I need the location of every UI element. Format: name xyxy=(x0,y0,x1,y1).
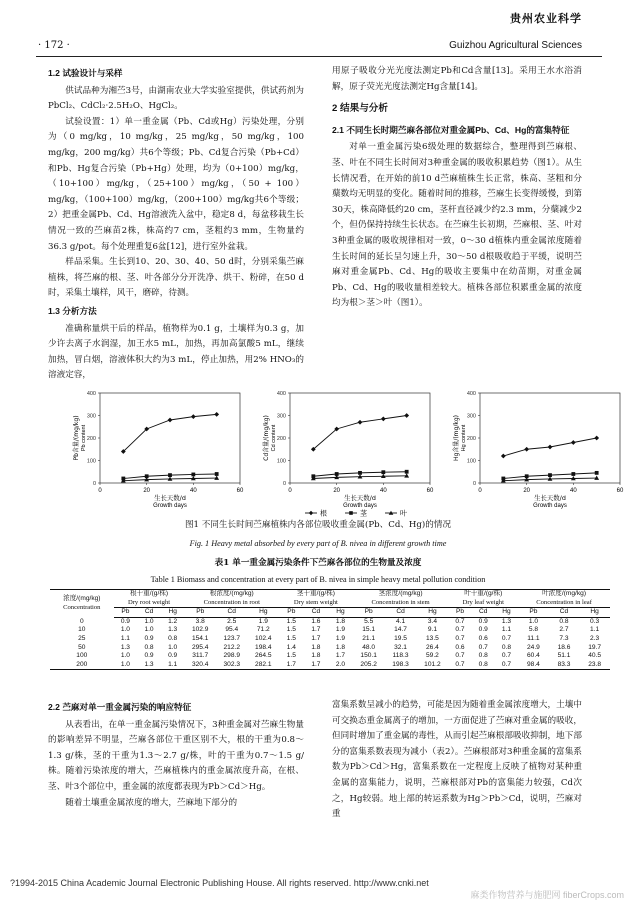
table-cell: 18.6 xyxy=(557,643,571,651)
table-cell: 1.5 xyxy=(286,634,296,642)
table-cell: 154.1 xyxy=(191,634,209,642)
y-tick-label: 400 xyxy=(276,391,286,397)
table-cell: 150.1 xyxy=(360,652,377,660)
table-header xyxy=(50,590,114,618)
header-rule xyxy=(36,56,602,57)
table-cell: 19.5 xyxy=(394,634,407,642)
x-axis-label-en: Growth days xyxy=(343,503,377,509)
table-cell: 0.8 xyxy=(472,661,495,670)
table-cell: 102.4 xyxy=(255,634,272,642)
table-cell: 0.3 xyxy=(590,617,600,625)
y-tick-label: 200 xyxy=(276,436,286,442)
header-en: Concentration in leaf xyxy=(536,598,592,606)
table-cell: 0 xyxy=(79,617,84,625)
y-axis-label: Cd含量/(mg/kg) xyxy=(263,415,270,461)
page-number: · 172 · xyxy=(38,40,70,51)
header-en: Concentration in root xyxy=(203,598,260,606)
table-cell: 1.3 xyxy=(137,661,161,670)
paragraph: 用原子吸收分光光度法测定Pb和Cd含量[13]。采用王水水浴消解，原子荧光光度法测定Hg含量[14]。 xyxy=(332,66,582,92)
paragraph: 随着土壤重金属浓度的增大，苎麻地下部分的 xyxy=(65,797,238,808)
data-point xyxy=(381,416,386,421)
table-cell: 1.8 xyxy=(335,617,346,625)
table-cell: 0.9 xyxy=(144,652,154,660)
table-subheader: Hg xyxy=(248,608,280,618)
table-cell: 1.0 xyxy=(120,626,130,634)
table-cell: 320.4 xyxy=(184,661,216,670)
data-point xyxy=(214,412,219,417)
table-cell: 1.3 xyxy=(120,643,130,651)
y-tick-label: 300 xyxy=(276,413,286,420)
table-cell: 0.7 xyxy=(455,652,465,660)
table-cell: 212.2 xyxy=(223,643,241,651)
table-row xyxy=(50,635,610,644)
table-subheader: Pb xyxy=(448,608,471,618)
table-subheader: Cd xyxy=(472,608,495,618)
section-heading: 1.2 试验设计与采样 xyxy=(48,68,123,78)
plot-frame xyxy=(290,393,430,483)
table-cell: 0.7 xyxy=(495,661,518,670)
y-axis-label: Hg含量/(mg/kg) xyxy=(453,415,460,461)
data-point xyxy=(191,414,196,419)
table-cell: 15.1 xyxy=(362,626,376,634)
figure-1 xyxy=(60,385,624,518)
table-cell: 1.1 xyxy=(501,626,512,634)
table-cell: 100 xyxy=(76,652,88,660)
x-tick-label: 60 xyxy=(426,488,434,494)
table-cell: 0.8 xyxy=(559,617,569,625)
table-1-grid xyxy=(50,589,610,670)
right-column xyxy=(332,64,582,312)
table-cell: 0.9 xyxy=(168,652,178,660)
table-cell: 5.5 xyxy=(364,617,374,625)
table-subheader: Cd xyxy=(385,608,417,618)
table-row xyxy=(50,626,610,635)
table-cell: 51.1 xyxy=(557,652,571,660)
table-cell: 1.0 xyxy=(120,652,130,660)
table-cell: 71.2 xyxy=(256,626,270,634)
x-axis-label-en: Growth days xyxy=(533,503,567,509)
data-point xyxy=(191,473,195,477)
x-tick-label: 20 xyxy=(143,488,151,494)
table-cell: 9.1 xyxy=(427,626,437,634)
table-cell: 1.3 xyxy=(501,617,512,625)
table-cell: 295.4 xyxy=(191,643,209,651)
table-cell: 1.1 xyxy=(590,626,600,634)
x-tick-label: 0 xyxy=(478,488,482,494)
table-header xyxy=(114,590,185,608)
data-point xyxy=(595,471,599,475)
section-heading: 2.2 苎麻对单一重金属污染的响应特征 xyxy=(48,702,192,712)
table-cell: 198.3 xyxy=(385,661,417,670)
bottom-left-column xyxy=(48,698,304,811)
table-cell: 1.7 xyxy=(311,626,321,634)
data-point xyxy=(548,445,553,450)
table-header xyxy=(353,590,449,608)
table-cell: 1.9 xyxy=(335,634,346,642)
table-cell: 50 xyxy=(78,643,86,651)
data-point xyxy=(524,447,529,452)
table-cell: 311.7 xyxy=(192,652,209,660)
table-cell: 1.1 xyxy=(161,661,185,670)
table-cell: 2.3 xyxy=(590,634,600,642)
table-cell: 1.8 xyxy=(311,643,321,651)
table-cell: 0.7 xyxy=(501,634,512,642)
table-cell: 11.1 xyxy=(527,634,540,642)
table-cell: 198.4 xyxy=(255,643,272,651)
table-cell: 19.7 xyxy=(588,643,602,651)
header-cn: 根干重/(g/株) xyxy=(129,590,169,597)
data-point xyxy=(501,454,506,459)
table-cell: 1.5 xyxy=(286,617,296,625)
table-cell: 32.1 xyxy=(394,643,407,651)
legend-label: 叶 xyxy=(400,509,407,518)
header-cn: 茎干重/(g/株) xyxy=(296,590,335,597)
data-point xyxy=(571,440,576,445)
paragraph: 富集系数呈减小的趋势，可能是因为随着重金属浓度增大，土壤中可交换态重金属离子的增加，一方面促进了苎麻对重金属的吸收，但同时增加了重金属的毒性，从而引起苎麻根部吸收抑制，地下部分的富集系数表现为减小（表2）。苎麻根部对3种重金属的富集系数为Pb＞Cd＞Hg，富集系数在一定程度上反映了植物对某种重金属的富集能力，说明，苎麻根部对Pb的富集能力较强，Cd次之，Hg较弱。地上部的转运系数为Hg＞Pb＞Cd，说明，苎麻对重 xyxy=(332,700,582,820)
y-tick-label: 400 xyxy=(466,391,476,397)
table-cell: 0.7 xyxy=(448,661,471,670)
data-point xyxy=(405,470,409,474)
table-cell: 0.7 xyxy=(478,643,488,651)
table-cell: 59.2 xyxy=(426,652,439,660)
table-cell: 0.9 xyxy=(478,617,488,625)
table-subheader: Hg xyxy=(416,608,448,618)
table-row xyxy=(50,644,610,653)
y-tick-label: 100 xyxy=(276,458,286,465)
data-point xyxy=(404,413,409,418)
paragraph: 准确称量烘干后的样品，植物样为0.1 g，土壤样为0.3 g，加少许去离子水润湿，加王水5 mL，加热，再加高氯酸5 mL，继续加热，冒白烟，溶液体积大约为3 mL，停止加热，用2% HNO₃的溶液定容， xyxy=(48,323,304,381)
table-cell: 1.7 xyxy=(279,661,304,670)
table-1-title-cn: 表1 单一重金属污染条件下苎麻各部位的生物量及浓度 xyxy=(214,558,422,568)
y-axis-label-en: Hg content xyxy=(461,424,467,452)
table-cell: 1.5 xyxy=(286,652,296,660)
header-en: Concentration xyxy=(63,603,101,611)
table-cell: 1.6 xyxy=(311,617,321,625)
journal-title-en: Guizhou Agricultural Sciences xyxy=(449,40,582,51)
table-cell: 1.0 xyxy=(144,626,154,634)
table-cell: 0.6 xyxy=(478,634,488,642)
table-cell: 26.4 xyxy=(426,643,439,651)
y-tick-label: 100 xyxy=(86,458,96,465)
y-tick-label: 0 xyxy=(92,481,96,487)
table-cell: 200 xyxy=(50,661,114,670)
table-cell: 0.7 xyxy=(455,634,465,642)
table-cell: 2.5 xyxy=(227,617,237,625)
table-subheader: Pb xyxy=(114,608,138,618)
section-heading: 2 结果与分析 xyxy=(332,103,388,115)
table-cell: 48.0 xyxy=(362,643,376,651)
table-cell: 98.4 xyxy=(518,661,549,670)
table-cell: 4.1 xyxy=(395,617,406,625)
table-cell: 1.7 xyxy=(335,652,346,660)
header-en: Dry stem weight xyxy=(293,598,338,606)
watermark: 麻类作物营养与施肥网 fiberCrops.com xyxy=(470,890,624,900)
table-subheader: Cd xyxy=(137,608,161,618)
y-tick-label: 200 xyxy=(86,436,96,442)
header-cn: 根浓度/(mg/kg) xyxy=(209,590,254,597)
table-cell: 13.5 xyxy=(426,634,439,642)
table-cell: 1.4 xyxy=(286,643,296,651)
table-cell: 23.8 xyxy=(579,661,610,670)
x-tick-label: 20 xyxy=(523,488,531,494)
plot-frame xyxy=(100,393,240,483)
table-header xyxy=(518,590,610,608)
y-tick-label: 300 xyxy=(86,413,96,420)
table-subheader: Pb xyxy=(518,608,549,618)
table-cell: 0.9 xyxy=(478,626,488,634)
legend-marker xyxy=(309,511,313,515)
table-row xyxy=(50,661,610,670)
table-cell: 1.7 xyxy=(311,634,321,642)
x-tick-label: 0 xyxy=(288,488,292,494)
table-cell: 21.1 xyxy=(362,634,376,642)
table-cell: 40.5 xyxy=(588,652,602,660)
table-cell: 0.7 xyxy=(501,652,512,660)
data-point xyxy=(381,470,385,474)
table-cell: 1.1 xyxy=(120,634,130,642)
table-subheader: Pb xyxy=(279,608,304,618)
journal-title-cn: 贵州农业科学 xyxy=(510,12,582,25)
table-cell: 0.8 xyxy=(144,643,154,651)
legend-label: 茎 xyxy=(360,509,367,518)
x-axis-label-en: Growth days xyxy=(153,503,187,509)
table-cell: 0.9 xyxy=(144,634,154,642)
table-subheader: Cd xyxy=(216,608,248,618)
y-tick-label: 200 xyxy=(466,436,476,442)
x-tick-label: 0 xyxy=(98,488,102,494)
table-cell: 118.3 xyxy=(392,652,409,660)
table-cell: 1.2 xyxy=(168,617,178,625)
header-en: Concentration in stem xyxy=(371,598,430,606)
figure-1-svg xyxy=(60,385,624,518)
table-cell: 0.8 xyxy=(168,634,178,642)
table-cell: 14.7 xyxy=(394,626,407,634)
table-cell: 0.8 xyxy=(501,643,512,651)
table-cell: 0.8 xyxy=(478,652,488,660)
table-subheader: Pb xyxy=(353,608,385,618)
table-cell: 3.8 xyxy=(195,617,205,625)
table-row xyxy=(50,652,610,661)
table-cell: 1.8 xyxy=(335,643,346,651)
table-1-title-en: Table 1 Biomass and concentration at every part of B. nivea in simple heavy metal pollution condition xyxy=(150,575,486,584)
table-cell: 83.3 xyxy=(549,661,580,670)
data-point xyxy=(215,472,219,476)
table-subheader: Hg xyxy=(161,608,185,618)
paragraph: 供试品种为湘苎3号，由湖南农业大学实验室提供，供试药剂为PbCl₂、CdCl₂·2.5H₂O、HgCl₂。 xyxy=(48,85,304,112)
section-heading: 1.3 分析方法 xyxy=(48,305,97,316)
data-point xyxy=(571,472,575,476)
paragraph: 从表看出，在单一重金属污染情况下，3种重金属对苎麻生物量的影响差异不明显，苎麻各部位干重区别不大，根的干重为0.8～1.3 g/株，茎的干重为1.3～2.7 g/株，叶的干重为0.7～1.5 g/株。随着污染浓度的增大，苎麻植株内的重金属浓度升高，在根、茎、叶3个部位中，重金属的浓度都表现为Pb＞Cd＞Hg。 xyxy=(48,719,304,792)
table-cell: 1.5 xyxy=(286,626,296,634)
x-axis-label: 生长天数/d xyxy=(344,494,376,502)
x-axis-label: 生长天数/d xyxy=(154,494,186,502)
y-tick-label: 0 xyxy=(282,481,286,487)
data-point xyxy=(358,420,363,425)
figure-1-caption-cn: 图1 不同生长时间苎麻植株内各部位吸收重金属(Pb、Cd、Hg)的情况 xyxy=(184,520,452,530)
table-cell: 10 xyxy=(78,626,86,634)
table-cell: 101.2 xyxy=(416,661,448,670)
table-cell: 102.9 xyxy=(191,626,209,634)
table-cell: 2.0 xyxy=(328,661,353,670)
copyright-footer: ?1994-2015 China Academic Journal Electronic Publishing House. All rights reserved. http://www.cnki.net xyxy=(10,878,429,888)
figure-1-caption-en: Fig. 1 Heavy metal absorbed by every part of B. nivea in different growth time xyxy=(189,539,447,548)
table-subheader: Hg xyxy=(328,608,353,618)
table-cell: 25 xyxy=(78,634,86,642)
table-header xyxy=(184,590,279,608)
table-cell: 282.1 xyxy=(248,661,280,670)
table-subheader: Cd xyxy=(549,608,580,618)
data-point xyxy=(594,436,599,441)
table-cell: 1.0 xyxy=(114,661,138,670)
table-cell: 2.7 xyxy=(559,626,569,634)
y-tick-label: 100 xyxy=(466,458,476,465)
y-tick-label: 0 xyxy=(472,481,476,487)
table-cell: 1.3 xyxy=(168,626,178,634)
header-en: Dry root weight xyxy=(127,598,171,606)
y-axis-label-en: Pb content xyxy=(81,424,87,452)
y-axis-label: Pb含量/(mg/kg) xyxy=(73,415,80,461)
table-cell: 298.9 xyxy=(223,652,241,660)
table-header xyxy=(279,590,353,608)
table-subheader: Pb xyxy=(184,608,216,618)
x-tick-label: 40 xyxy=(379,488,387,494)
table-cell: 60.4 xyxy=(527,652,540,660)
left-column xyxy=(48,64,304,384)
legend-marker xyxy=(349,511,353,515)
x-axis-label: 生长天数/d xyxy=(534,494,566,502)
table-subheader: Hg xyxy=(579,608,610,618)
bottom-right-column xyxy=(332,698,582,823)
table-cell: 3.4 xyxy=(427,617,437,625)
table-cell: 123.7 xyxy=(223,634,241,642)
header-cn: 叶浓度/(mg/kg) xyxy=(542,590,587,597)
table-cell: 302.3 xyxy=(216,661,248,670)
table-cell: 264.5 xyxy=(255,652,272,660)
x-tick-label: 20 xyxy=(333,488,341,494)
table-cell: 1.0 xyxy=(168,643,178,651)
y-tick-label: 400 xyxy=(86,391,96,397)
table-row xyxy=(50,617,610,626)
table-cell: 0.7 xyxy=(455,626,465,634)
header-cn: 茎浓度/(mg/kg) xyxy=(378,590,423,597)
table-subheader: Cd xyxy=(304,608,329,618)
table-cell: 95.4 xyxy=(225,626,239,634)
table-cell: 1.7 xyxy=(304,661,329,670)
table-cell: 1.0 xyxy=(144,617,154,625)
table-cell: 0.9 xyxy=(120,617,130,625)
table-cell: 205.2 xyxy=(353,661,385,670)
paragraph: 对单一重金属污染6级处理的数据综合，整理得到苎麻根、茎、叶在不同生长时间对3种重金属的吸收积累趋势（图1）。从生长情况看，在开始的前10 d苎麻植株生长正常，株高、茎粗和分蘖数均无明显的变化。随着时间的推移，苎麻生长变得缓慢，到第30天，株高降低约20 cm，茎杆直径减少约2.3 mm，分蘖减少2个，但仍保持持续生长状态。在苎麻生长初期，苎麻根、茎、叶对3种重金属的吸收规律相对一致，0～30 d植株内重金属浓度随着生长时间的延长呈匀速上升，30～50 d根吸收趋于平缓，说明苎麻对重金属Pb、Cd、Hg的吸收主要集中在幼苗期，对重金属Pb、Cd、Hg的吸收量相差较大。植株各部位积累重金属的浓度均为根＞茎＞叶（图1）。 xyxy=(332,142,582,309)
table-header xyxy=(448,590,518,608)
table-1 xyxy=(50,589,610,670)
table-cell: 0.6 xyxy=(455,643,465,651)
y-tick-label: 300 xyxy=(466,413,476,420)
table-cell: 1.8 xyxy=(311,652,321,660)
x-tick-label: 60 xyxy=(236,488,244,494)
table-cell: 7.3 xyxy=(559,634,569,642)
header-cn: 叶干重/(g/株) xyxy=(464,590,503,597)
data-point xyxy=(168,418,173,423)
x-tick-label: 40 xyxy=(189,488,197,494)
table-cell: 5.8 xyxy=(528,626,538,634)
header-en: Dry leaf weight xyxy=(462,598,504,606)
header-cn: 浓度/(mg/kg) xyxy=(63,595,101,603)
legend-label: 根 xyxy=(320,509,327,518)
table-cell: 1.9 xyxy=(335,626,346,634)
table-cell: 1.0 xyxy=(528,617,538,625)
section-heading: 2.1 不同生长时期苎麻各部位对重金属Pb、Cd、Hg的富集特征 xyxy=(332,124,570,135)
table-cell: 1.9 xyxy=(258,617,268,625)
paragraph: 样品采集。生长到10、20、30、40、50 d时，分别采集苎麻植株，将苎麻的根、茎、叶各部分分开洗净、烘干、粉碎，在50 d时，采集土壤样，风干，磨碎，待测。 xyxy=(48,257,304,299)
table-cell: 0.7 xyxy=(455,617,465,625)
y-axis-label-en: Cd content xyxy=(271,424,277,452)
table-cell: 24.9 xyxy=(527,643,540,651)
paragraph: 试验设置：1）单一重金属（Pb、Cd或Hg）污染处理，分别为（0 mg/kg，10 mg/kg，25 mg/kg，50 mg/kg，100 mg/kg，200 mg/kg）共6个等级；Pb、Cd复合污染（Pb+Cd）和Pb、Hg复合污染（Pb+Hg）处理，均为（0+100）mg/kg，（10+100）mg/kg，（25+100）mg/kg，（50 + 100）mg/kg，（100+100）mg/kg，（200+100）mg/kg共6个等级；2）把重金属Pb、Cd、Hg溶液洗入盆中，稳定8 d，每盆移栽生长情况一致的苎麻苗2株，株高约7 cm，茎粗约3 mm，生物量约36.3 g/pot。每个处理重复6盆[12]，进行室外盆栽。 xyxy=(48,116,304,252)
x-tick-label: 60 xyxy=(616,488,624,494)
table-subheader: Hg xyxy=(495,608,518,618)
x-tick-label: 40 xyxy=(569,488,577,494)
